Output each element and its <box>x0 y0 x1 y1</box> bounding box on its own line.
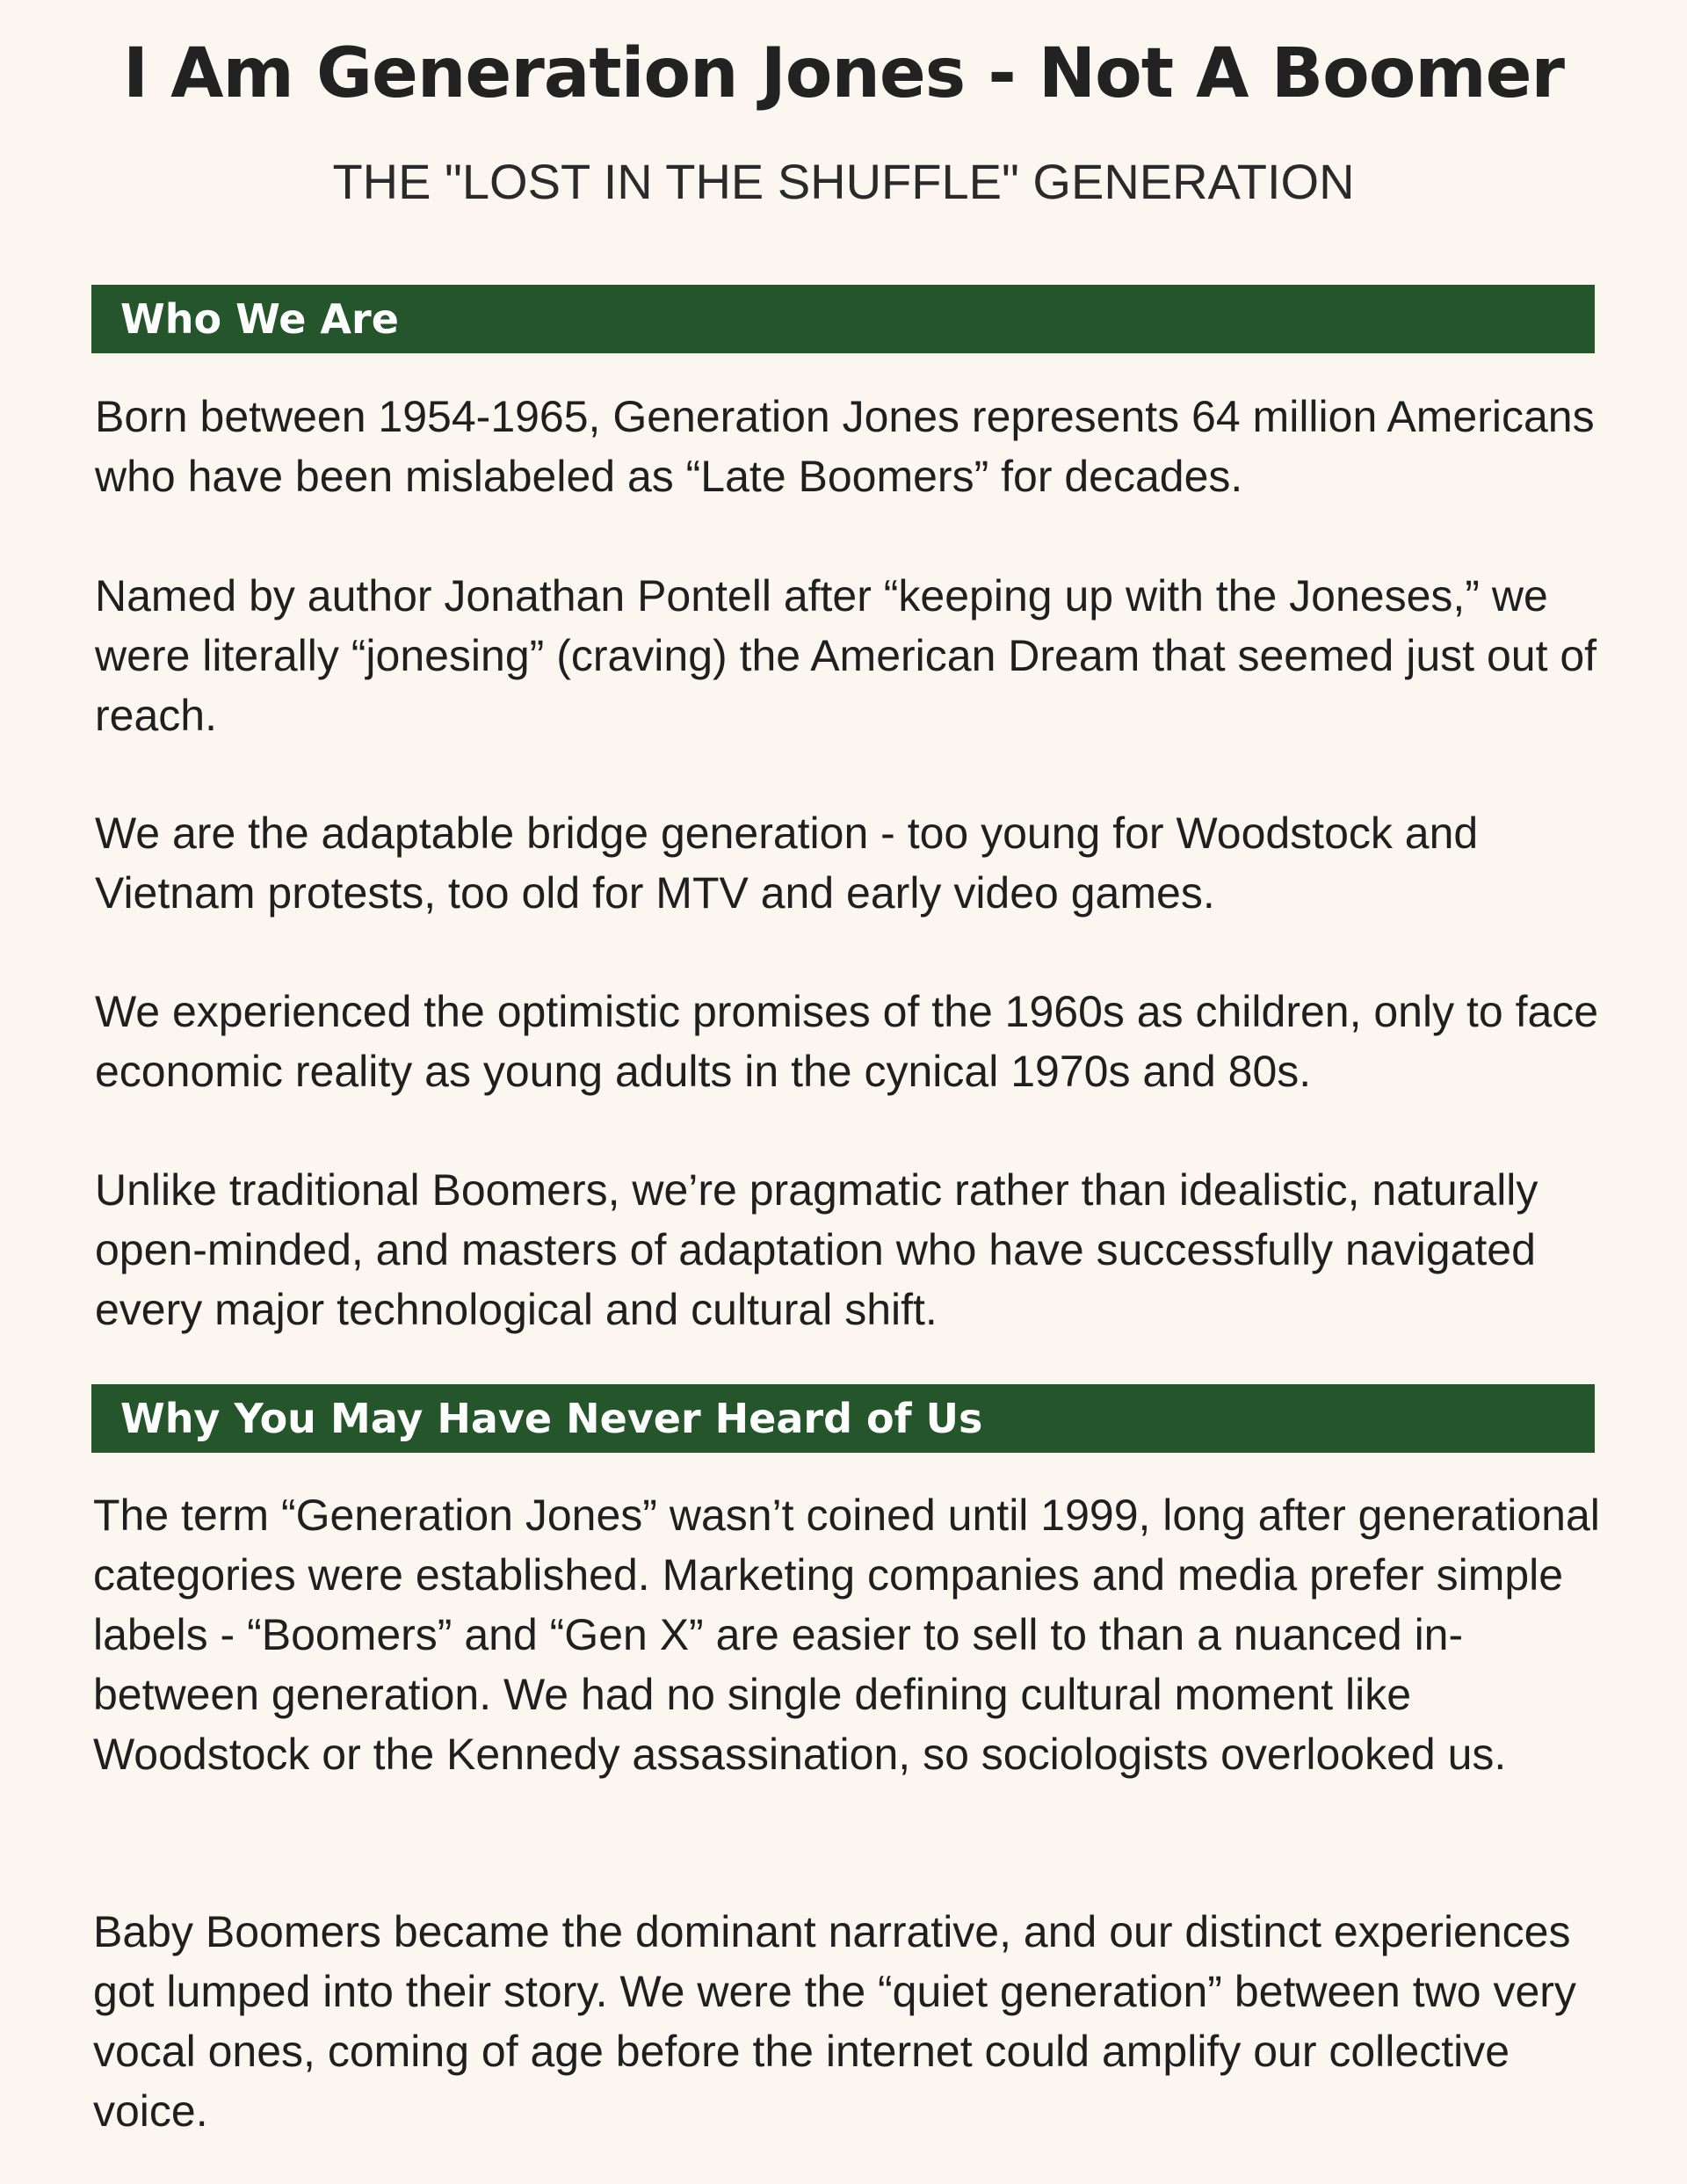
section-header-who-we-are <box>91 285 1595 353</box>
section-header-why-never-heard <box>91 1384 1595 1453</box>
paragraph-named-by-author: Named by author Jonathan Pontell after “keeping up with the Joneses,” we were literally “jonesing” (craving) the American Dream that seemed just out of reach. <box>95 571 1597 740</box>
page-title: I Am Generation Jones - Not A Boomer <box>123 34 1564 113</box>
paragraph-unlike-boomers: Unlike traditional Boomers, we’re pragmatic rather than idealistic, naturally open-minded, and masters of adaptation who have successfully navigated every major technological and cultural shift. <box>95 1165 1539 1334</box>
section-heading: Who We Are <box>120 295 399 343</box>
paragraph-dominant-narrative: Baby Boomers became the dominant narrative, and our distinct experiences got lumped into their story. We were the “quiet generation” between two very vocal ones, coming of age before the internet could amplify our collective voice. <box>93 1907 1576 2136</box>
paragraph-term-coined: The term “Generation Jones” wasn’t coined until 1999, long after generational categories were established. Marketing companies and media prefer simple labels - “Boomers” and “Gen X” are easier to sell to than a nuanced in-between generation. We had no single defining cultural moment like Woodstock or the Kennedy assassination, so sociologists overlooked us. <box>93 1491 1600 1779</box>
section-heading: Why You May Have Never Heard of Us <box>120 1395 983 1442</box>
paragraph-born-between: Born between 1954-1965, Generation Jones represents 64 million Americans who have been mislabeled as “Late Boomers” for decades. <box>95 392 1595 501</box>
page-subtitle: THE "LOST IN THE SHUFFLE" GENERATION <box>332 154 1355 209</box>
paragraph-bridge-generation: We are the adaptable bridge generation - too young for Woodstock and Vietnam protests, too old for MTV and early video games. <box>95 809 1479 918</box>
paragraph-optimistic-promises: We experienced the optimistic promises of the 1960s as children, only to face economic reality as young adults in the cynical 1970s and 80s. <box>95 987 1599 1096</box>
